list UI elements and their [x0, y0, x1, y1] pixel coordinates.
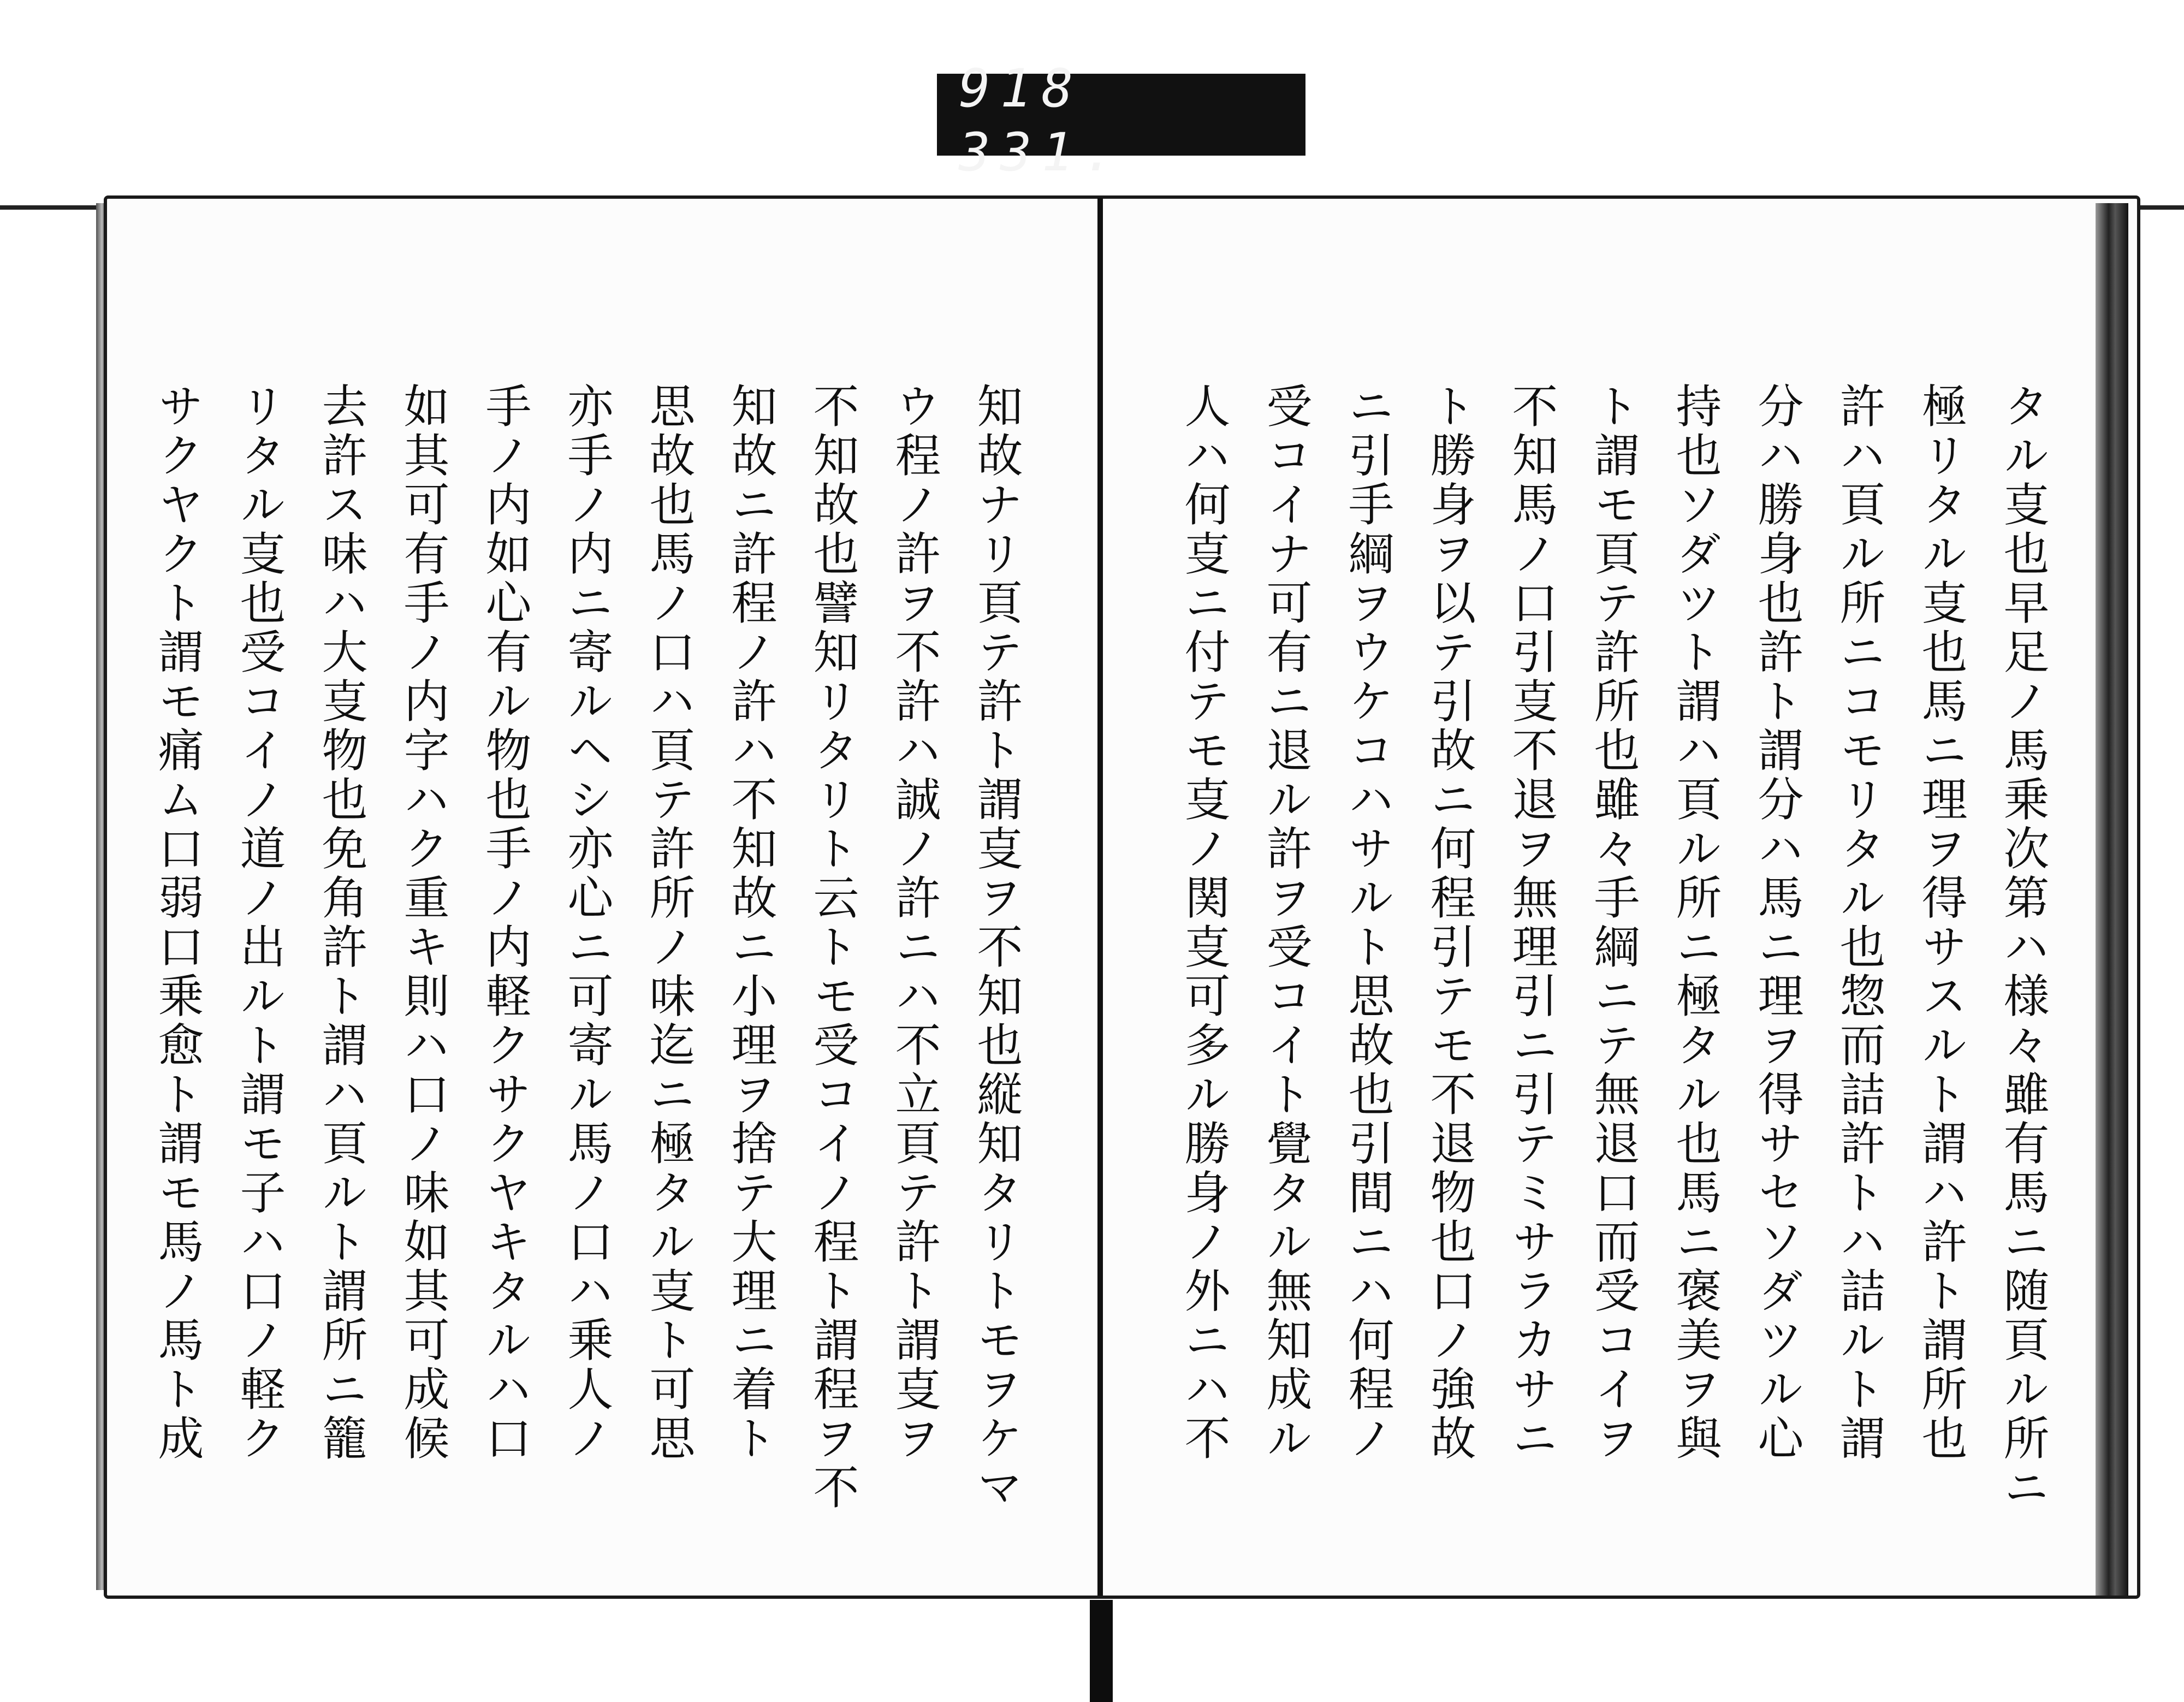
text-line: 去許ス味ハ大㕝物也免角許ト謂ハ頁ルト謂所ニ籠 [314, 382, 368, 1463]
text-line: 受コイナ可有ニ退ル許ヲ受コイト覺タル無知成ル [1259, 382, 1313, 1463]
book-edge-right [2096, 203, 2128, 1596]
text-line: 亦手ノ内ニ寄ルヘシ亦心ニ可寄ル馬ノ口ハ乗人ノ [560, 382, 614, 1463]
text-line: サクヤクト謂モ痛ム口弱口乗愈ト謂モ馬ノ馬ト成 [151, 382, 204, 1463]
spine-tail [1090, 1600, 1113, 1702]
catalog-number: 918 331. [959, 57, 1146, 183]
text-line: 不知故也譬知リタリト云トモ受コイノ程ト謂程ヲ不 [806, 382, 859, 1513]
text-line: 知故ニ許程ノ許ハ不知故ニ小理ヲ捨テ大理ニ着ト [724, 382, 778, 1463]
text-line: 如其可有手ノ内字ハク重キ則ハ口ノ味如其可成候 [396, 382, 450, 1463]
text-line: 人ハ何㕝ニ付テモ㕝ノ関㕝可多ル勝身ノ外ニハ不 [1177, 382, 1231, 1463]
text-line: 極リタル㕝也馬ニ理ヲ得サスルト謂ハ許ト謂所也 [1914, 382, 1968, 1463]
text-line: 許ハ頁ル所ニコモリタル也惣而詰許トハ詰ルト謂 [1832, 382, 1886, 1463]
text-line: 手ノ内如心有ル物也手ノ内軽クサクヤキタルハ口 [478, 382, 532, 1463]
text-line: 分ハ勝身也許ト謂分ハ馬ニ理ヲ得サセソダツル心 [1750, 382, 1804, 1463]
right-page [1168, 382, 2064, 1513]
text-line: ウ程ノ許ヲ不許ハ誠ノ許ニハ不立頁テ許ト謂㕝ヲ [888, 382, 941, 1463]
text-line: 知故ナリ頁テ許ト謂㕝ヲ不知也縦知タリトモヲケマ [970, 382, 1023, 1513]
catalog-label [937, 57, 1305, 183]
left-page [136, 382, 1037, 1513]
text-line: ト謂モ頁テ許所也雖々手綱ニテ無退口而受コイヲ [1587, 382, 1640, 1463]
book-spine [1097, 198, 1103, 1596]
text-line: タル㕝也早足ノ馬乗次第ハ様々雖有馬ニ随頁ル所ニ [1996, 382, 2050, 1513]
text-line: 持也ソダツト謂ハ頁ル所ニ極タル也馬ニ褒美ヲ與 [1669, 382, 1722, 1463]
text-line: 思故也馬ノ口ハ頁テ許所ノ味迄ニ極タル㕝ト可思 [642, 382, 696, 1463]
text-line: 不知馬ノ口引㕝不退ヲ無理引ニ引テミサラカサニ [1505, 382, 1558, 1463]
text-line: リタル㕝也受コイノ道ノ出ルト謂モ子ハ口ノ軽ク [233, 382, 286, 1463]
text-line: ニ引手綱ヲウケコハサルト思故也引間ニハ何程ノ [1341, 382, 1394, 1463]
text-line: ト勝身ヲ以テ引故ニ何程引テモ不退物也口ノ強故 [1423, 382, 1476, 1463]
